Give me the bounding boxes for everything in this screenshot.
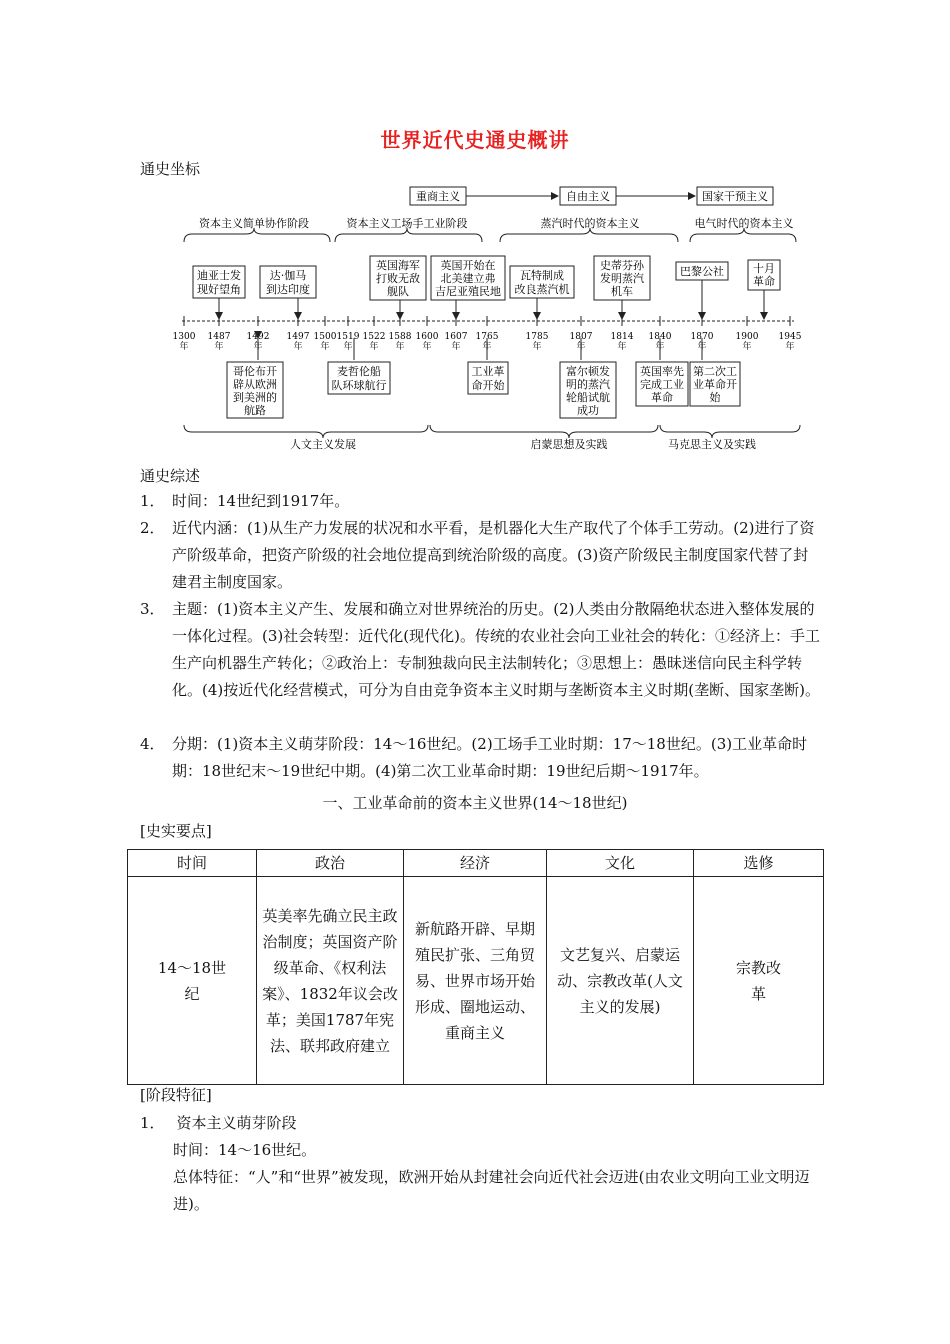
svg-text:改良蒸汽机: 改良蒸汽机 (514, 283, 570, 296)
event-above-boxes (193, 256, 780, 319)
year-label: 1785 (525, 332, 549, 342)
table-header-row: 时间 政治 经济 文化 选修 (128, 850, 824, 877)
section-overview-heading: 通史综述 (140, 467, 201, 485)
svg-text:英国率先: 英国率先 (640, 365, 684, 378)
year-label: 年 (395, 342, 405, 352)
svg-text:明的蒸汽: 明的蒸汽 (566, 378, 610, 391)
svg-text:打败无敌: 打败无敌 (376, 272, 420, 285)
year-label: 年 (697, 342, 707, 352)
svg-text:巴黎公社: 巴黎公社 (680, 265, 724, 278)
year-label: 年 (482, 342, 492, 352)
year-label: 年 (422, 342, 432, 352)
svg-text:到达印度: 到达印度 (266, 283, 310, 296)
svg-text:迪亚士发: 迪亚士发 (197, 269, 241, 282)
svg-text:命开始: 命开始 (471, 379, 505, 392)
year-label: 年 (214, 342, 224, 352)
year-label: 1500 (313, 332, 337, 342)
part1-heading: 一、工业革命前的资本主义世界(14～18世纪) (322, 794, 628, 812)
svg-text:舰队: 舰队 (387, 285, 409, 298)
year-label: 1497 (286, 332, 310, 342)
stage-label: 蒸汽时代的资本主义 (540, 217, 640, 230)
page-title: 世界近代史通史概讲 (380, 128, 570, 152)
year-label: 年 (451, 342, 461, 352)
year-label: 1607 (444, 332, 468, 342)
year-label: 1945 (778, 332, 802, 342)
svg-text:到美洲的: 到美洲的 (233, 391, 277, 404)
svg-text:富尔顿发: 富尔顿发 (566, 365, 610, 378)
year-label: 年 (320, 342, 330, 352)
svg-text:辟从欧洲: 辟从欧洲 (233, 378, 277, 391)
svg-text:北美建立弗: 北美建立弗 (440, 272, 496, 285)
ideology-label: 国家干预主义 (702, 190, 768, 203)
year-label: 年 (617, 342, 627, 352)
year-label: 年 (293, 342, 303, 352)
svg-text:革命: 革命 (651, 391, 673, 404)
svg-text:英国开始在: 英国开始在 (440, 259, 496, 272)
bottom-label: 人文主义发展 (290, 438, 356, 451)
year-label: 年 (742, 342, 752, 352)
ideology-label: 自由主义 (566, 190, 610, 203)
year-label: 1840 (648, 332, 672, 342)
svg-text:瓦特制成: 瓦特制成 (520, 269, 564, 282)
overview-item: 2． 近代内涵：(1)从生产力发展的状况和水平看，是机器化大生产取代了个体手工劳动。(2)进行了资产阶级革命，把资产阶级的社会地位提高到统治阶级的高度。(3)资产阶级民主制度国家代替了封建君主制度国家。 (140, 519, 815, 591)
year-label: 1870 (690, 332, 714, 342)
key-points-label: [史实要点] (140, 822, 212, 840)
svg-text:现好望角: 现好望角 (197, 283, 241, 296)
year-label: 1814 (610, 332, 634, 342)
year-label: 1487 (207, 332, 231, 342)
svg-text:完成工业: 完成工业 (640, 378, 684, 391)
svg-text:英国海军: 英国海军 (376, 259, 420, 272)
key-points-table (127, 849, 824, 1085)
svg-text:航路: 航路 (244, 404, 266, 417)
svg-text:十月: 十月 (753, 262, 775, 275)
svg-text:麦哲伦船: 麦哲伦船 (337, 365, 381, 378)
stage1-title: 1． 资本主义萌芽阶段 (140, 1114, 297, 1132)
svg-text:工业革: 工业革 (471, 365, 505, 378)
stage1-time: 时间：14～16世纪。 (173, 1141, 317, 1159)
year-label: 年 (576, 342, 586, 352)
timeline-diagram (170, 180, 810, 460)
year-label: 年 (179, 342, 189, 352)
svg-text:队环球航行: 队环球航行 (331, 379, 387, 392)
year-label: 1588 (388, 332, 412, 342)
year-label: 1807 (569, 332, 593, 342)
svg-text:达·伽马: 达·伽马 (269, 269, 307, 282)
section-timeline-heading: 通史坐标 (140, 160, 201, 178)
stage-label: 资本主义工场手工业阶段 (346, 217, 468, 230)
year-label: 年 (253, 342, 263, 352)
svg-text:哥伦布开: 哥伦布开 (233, 365, 277, 378)
bottom-label: 启蒙思想及实践 (530, 438, 608, 451)
year-label: 年 (532, 342, 542, 352)
ideology-label: 重商主义 (416, 190, 460, 203)
svg-text:吉尼亚殖民地: 吉尼亚殖民地 (435, 285, 501, 298)
overview-item: 1． 时间：14世纪到1917年。 (140, 492, 350, 510)
svg-text:业革命开: 业革命开 (693, 378, 737, 391)
svg-text:发明蒸汽: 发明蒸汽 (600, 272, 644, 285)
svg-text:机车: 机车 (611, 285, 633, 298)
overview-item: 4． 分期：(1)资本主义萌芽阶段：14～16世纪。(2)工场手工业时期：17～18世纪。(3)工业革命时期：18世纪末～19世纪中期。(4)第二次工业革命时期：19世纪后期～1917年。 (140, 735, 808, 780)
year-label: 1492 (246, 332, 270, 342)
stage-label: 电气时代的资本主义 (694, 217, 794, 230)
year-label: 年 (343, 342, 353, 352)
year-label: 1300 (172, 332, 196, 342)
svg-text:第二次工: 第二次工 (693, 365, 737, 378)
year-label: 年 (369, 342, 379, 352)
bottom-label: 马克思主义及实践 (668, 438, 756, 451)
year-label: 年 (655, 342, 665, 352)
year-label: 1522 (362, 332, 386, 342)
overview-item: 3． 主题：(1)资本主义产生、发展和确立对世界统治的历史。(2)人类由分散隔绝状态进入整体发展的一体化过程。(3)社会转型：近代化(现代化)。传统的农业社会向工业社会的转化：①经济上：手工生产向机器生产转化；②政治上：专制独裁向民主法制转化；③思想上：愚昧迷信向民主科学转化。(4)按近代化经营模式，可分为自由竞争资本主义时期与垄断资本主义时期(垄断、国家垄断)。 (140, 600, 820, 699)
stage-features-label: [阶段特征] (140, 1086, 212, 1104)
stage-label: 资本主义简单协作阶段 (199, 217, 309, 230)
table-row: 14～18世纪 英美率先确立民主政治制度；英国资产阶级革命、《权利法案》、1832年议会改革；美国1787年宪法、联邦政府建立 新航路开辟、早期殖民扩张、三角贸易、世界市场开始形成、圈地运动、重商主义 文艺复兴、启蒙运动、宗教改革(人文主义的发展) 宗教改革 (128, 877, 824, 1085)
year-label: 1900 (735, 332, 759, 342)
stage1-feature: 总体特征：“人”和“世界”被发现，欧洲开始从封建社会向近代社会迈进(由农业文明向工业文明迈进)。 (173, 1168, 810, 1213)
svg-text:史蒂芬孙: 史蒂芬孙 (600, 259, 644, 272)
svg-text:革命: 革命 (753, 275, 775, 288)
svg-text:成功: 成功 (577, 404, 599, 417)
year-label: 1519 (336, 332, 360, 342)
year-label: 年 (785, 342, 795, 352)
year-label: 1600 (415, 332, 439, 342)
year-label: 1765 (475, 332, 499, 342)
svg-text:始: 始 (709, 391, 721, 404)
svg-text:轮船试航: 轮船试航 (566, 391, 610, 404)
